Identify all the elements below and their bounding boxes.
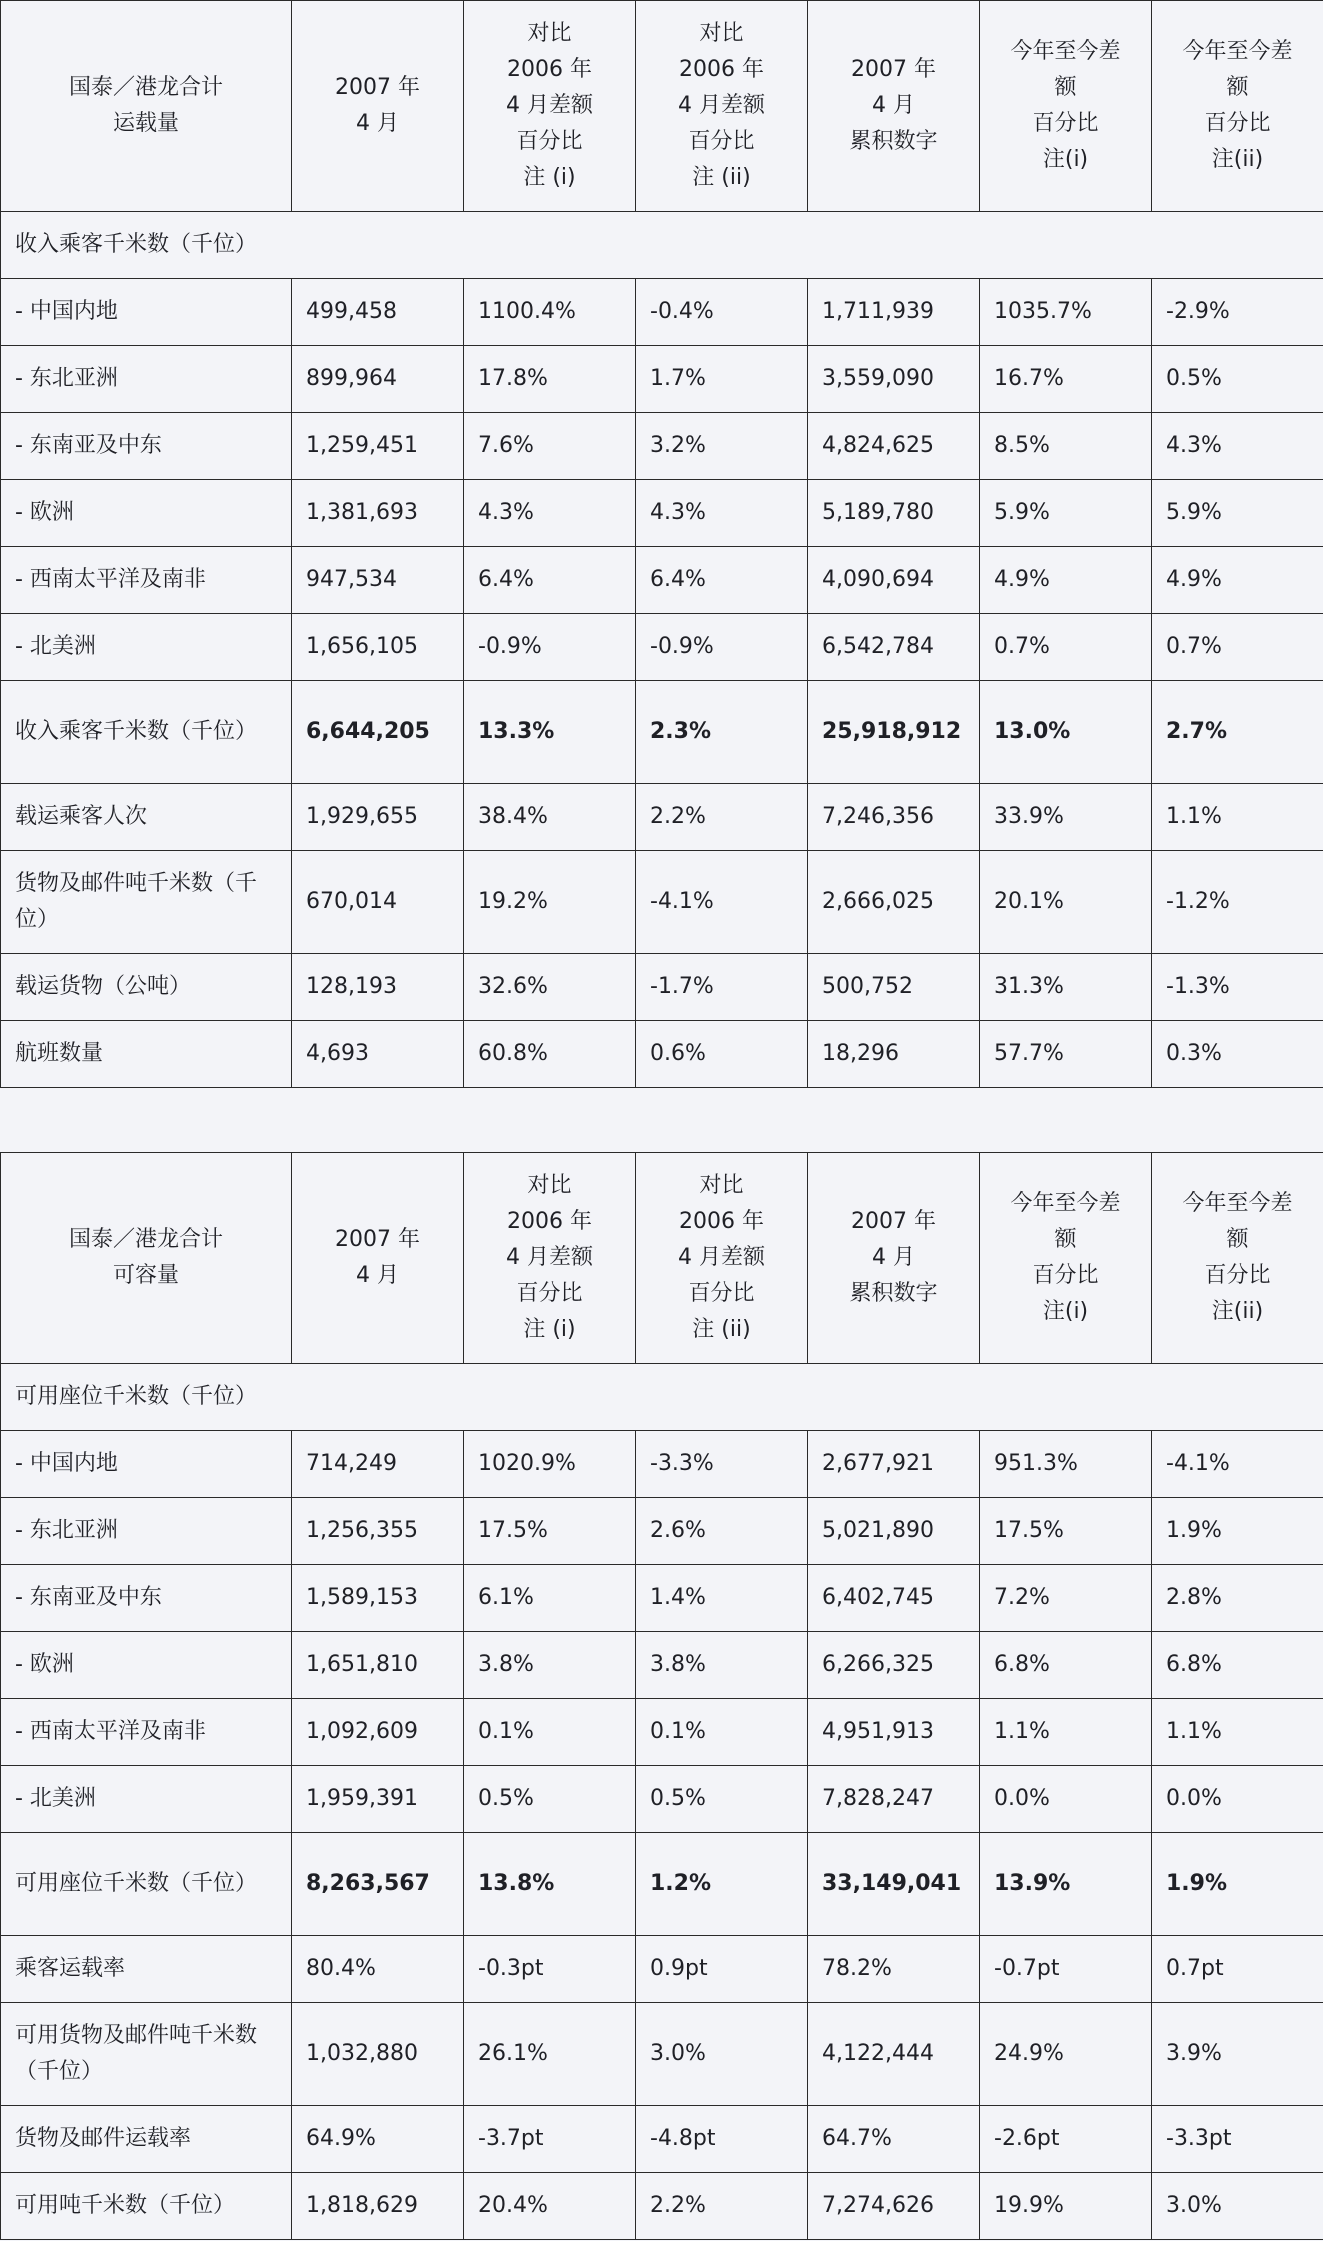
column-header-line: 注 (ii): [692, 1317, 751, 1342]
table-row: [1, 954, 1323, 1021]
row-label: - 西南太平洋及南非: [1, 547, 292, 614]
table-cell: 6,644,205: [292, 681, 464, 784]
column-header-line: 2007 年: [851, 1209, 936, 1234]
table-cell: 20.1%: [980, 851, 1152, 954]
column-header-line: 2007 年: [335, 1227, 420, 1252]
column-header-line: 注(i): [1042, 147, 1089, 172]
column-header-line: 百分比: [688, 1281, 755, 1306]
table-cell: 0.1%: [464, 1699, 636, 1766]
row-label: - 北美洲: [1, 1766, 292, 1833]
table-cell: 1.9%: [1152, 1498, 1323, 1565]
table-row: [1, 413, 1323, 480]
table-cell: 5.9%: [980, 480, 1152, 547]
table-cell: 1,032,880: [292, 2003, 464, 2106]
column-header: [1152, 1, 1323, 212]
table-cell: -0.9%: [464, 614, 636, 681]
column-header: [636, 1153, 808, 1364]
column-header-line: 4 月: [872, 93, 915, 118]
table-cell: 13.0%: [980, 681, 1152, 784]
column-header-line: 百分比: [688, 129, 755, 154]
column-header-line: 可容量: [112, 1263, 179, 1288]
table-cell: 499,458: [292, 279, 464, 346]
column-header-line: 对比: [699, 1173, 744, 1198]
table-cell: 3.2%: [636, 413, 808, 480]
table-cell: 17.5%: [464, 1498, 636, 1565]
column-header-line: 4 月: [356, 1263, 399, 1288]
column-header: [980, 1153, 1152, 1364]
table-cell: 0.9pt: [636, 1936, 808, 2003]
table-cell: 7.6%: [464, 413, 636, 480]
table-cell: 13.8%: [464, 1833, 636, 1936]
row-label: - 东北亚洲: [1, 346, 292, 413]
traffic-table: [0, 0, 1323, 1088]
table-cell: 0.7%: [980, 614, 1152, 681]
column-header-line: 百分比: [1204, 111, 1271, 136]
column-header-line: 今年至今差: [1182, 1191, 1293, 1216]
table-row: [1, 279, 1323, 346]
column-header-line: 今年至今差: [1182, 39, 1293, 64]
table-cell: 32.6%: [464, 954, 636, 1021]
table-cell: 670,014: [292, 851, 464, 954]
table-row: [1, 851, 1323, 954]
table-row: [1, 2173, 1323, 2240]
table-cell: 0.0%: [980, 1766, 1152, 1833]
table-cell: 0.5%: [464, 1766, 636, 1833]
table-cell: 1,589,153: [292, 1565, 464, 1632]
table-cell: 1,651,810: [292, 1632, 464, 1699]
section-label: 收入乘客千米数（千位）: [1, 212, 1323, 279]
table-cell: 1,656,105: [292, 614, 464, 681]
table-cell: -2.9%: [1152, 279, 1323, 346]
row-label: 收入乘客千米数（千位）: [1, 681, 292, 784]
column-header-line: 4 月差额: [506, 93, 593, 118]
table-cell: -4.1%: [1152, 1431, 1323, 1498]
table-cell: 1.4%: [636, 1565, 808, 1632]
table-cell: 19.9%: [980, 2173, 1152, 2240]
table-cell: 8,263,567: [292, 1833, 464, 1936]
table-cell: 4,824,625: [808, 413, 980, 480]
table-cell: 2.8%: [1152, 1565, 1323, 1632]
total-row: [1, 1833, 1323, 1936]
table-cell: 1,259,451: [292, 413, 464, 480]
column-header-line: 百分比: [1032, 111, 1099, 136]
table-cell: 7,828,247: [808, 1766, 980, 1833]
total-row: [1, 681, 1323, 784]
table-cell: 6,542,784: [808, 614, 980, 681]
table-cell: 1035.7%: [980, 279, 1152, 346]
table-cell: 1,818,629: [292, 2173, 464, 2240]
column-header-line: 累积数字: [849, 1281, 938, 1306]
table-row: [1, 1021, 1323, 1088]
table-cell: 1.1%: [1152, 1699, 1323, 1766]
column-header-line: 4 月差额: [678, 93, 765, 118]
column-header-line: 4 月差额: [506, 1245, 593, 1270]
table-cell: 1.7%: [636, 346, 808, 413]
table-cell: 4,951,913: [808, 1699, 980, 1766]
column-header-line: 注(i): [1042, 1299, 1089, 1324]
table-cell: 2,666,025: [808, 851, 980, 954]
column-header: [636, 1, 808, 212]
column-header-line: 2007 年: [335, 75, 420, 100]
row-label: - 中国内地: [1, 1431, 292, 1498]
row-label: - 欧洲: [1, 1632, 292, 1699]
table-cell: 5.9%: [1152, 480, 1323, 547]
table-row: [1, 784, 1323, 851]
table-cell: 2.2%: [636, 784, 808, 851]
table-cell: 13.3%: [464, 681, 636, 784]
table-cell: 17.5%: [980, 1498, 1152, 1565]
column-header-line: 运载量: [112, 111, 179, 136]
column-header-line: 注 (i): [523, 1317, 576, 1342]
column-header-line: 额: [1054, 75, 1077, 100]
table-row: [1, 480, 1323, 547]
table-cell: -1.3%: [1152, 954, 1323, 1021]
table-cell: 1.1%: [1152, 784, 1323, 851]
row-label: - 西南太平洋及南非: [1, 1699, 292, 1766]
section-label: 可用座位千米数（千位）: [1, 1364, 1323, 1431]
table-cell: 26.1%: [464, 2003, 636, 2106]
table-cell: 4.3%: [1152, 413, 1323, 480]
column-header-line: 注(ii): [1211, 1299, 1264, 1324]
table-cell: 6.1%: [464, 1565, 636, 1632]
table-row: [1, 1565, 1323, 1632]
column-header-line: 4 月: [356, 111, 399, 136]
table-row: [1, 1936, 1323, 2003]
column-header-line: 额: [1226, 75, 1249, 100]
table-cell: -0.7pt: [980, 1936, 1152, 2003]
table-cell: 3.8%: [464, 1632, 636, 1699]
header-row: [1, 1, 1323, 212]
table-row: [1, 1699, 1323, 1766]
table-cell: 0.1%: [636, 1699, 808, 1766]
column-header-line: 百分比: [516, 129, 583, 154]
column-header: [1152, 1153, 1323, 1364]
table-cell: 4.9%: [980, 547, 1152, 614]
row-label: - 东北亚洲: [1, 1498, 292, 1565]
table-cell: 4.3%: [636, 480, 808, 547]
table-cell: 7,246,356: [808, 784, 980, 851]
table-cell: 4,122,444: [808, 2003, 980, 2106]
table-cell: 60.8%: [464, 1021, 636, 1088]
section-row: [1, 212, 1323, 279]
table-cell: -4.1%: [636, 851, 808, 954]
column-header-line: 百分比: [1204, 1263, 1271, 1288]
column-header-line: 2007 年: [851, 57, 936, 82]
table-cell: 2.6%: [636, 1498, 808, 1565]
row-label: - 东南亚及中东: [1, 413, 292, 480]
table-cell: 1,711,939: [808, 279, 980, 346]
table-cell: 1.9%: [1152, 1833, 1323, 1936]
row-label: 载运货物（公吨）: [1, 954, 292, 1021]
table-row: [1, 547, 1323, 614]
column-header: [1, 1153, 292, 1364]
table-row: [1, 1431, 1323, 1498]
column-header: [464, 1153, 636, 1364]
column-header-line: 额: [1054, 1227, 1077, 1252]
table-cell: 1020.9%: [464, 1431, 636, 1498]
row-label: - 东南亚及中东: [1, 1565, 292, 1632]
table-cell: 0.3%: [1152, 1021, 1323, 1088]
table-row: [1, 1498, 1323, 1565]
table-cell: 6.4%: [464, 547, 636, 614]
table-cell: 2.2%: [636, 2173, 808, 2240]
table-cell: 3.9%: [1152, 2003, 1323, 2106]
table-cell: 1,381,693: [292, 480, 464, 547]
table-cell: 4,693: [292, 1021, 464, 1088]
table-cell: 8.5%: [980, 413, 1152, 480]
table-cell: 6,266,325: [808, 1632, 980, 1699]
table-cell: 1,256,355: [292, 1498, 464, 1565]
table-cell: -1.7%: [636, 954, 808, 1021]
table-cell: 33.9%: [980, 784, 1152, 851]
table-cell: 13.9%: [980, 1833, 1152, 1936]
row-label: - 中国内地: [1, 279, 292, 346]
table-cell: -1.2%: [1152, 851, 1323, 954]
column-header-line: 4 月差额: [678, 1245, 765, 1270]
column-header-line: 2006 年: [679, 1209, 764, 1234]
table-cell: 20.4%: [464, 2173, 636, 2240]
table-cell: 64.9%: [292, 2106, 464, 2173]
column-header-line: 对比: [527, 1173, 572, 1198]
table-cell: 57.7%: [980, 1021, 1152, 1088]
column-header-line: 注(ii): [1211, 147, 1264, 172]
column-header-line: 注 (ii): [692, 165, 751, 190]
table-cell: 16.7%: [980, 346, 1152, 413]
column-header-line: 2006 年: [507, 1209, 592, 1234]
column-header-line: 注 (i): [523, 165, 576, 190]
table-cell: 1100.4%: [464, 279, 636, 346]
table-cell: 947,534: [292, 547, 464, 614]
table-row: [1, 614, 1323, 681]
table-cell: 951.3%: [980, 1431, 1152, 1498]
table-cell: 0.7%: [1152, 614, 1323, 681]
header-row: [1, 1153, 1323, 1364]
column-header: [808, 1, 980, 212]
table-cell: 17.8%: [464, 346, 636, 413]
table-cell: 3,559,090: [808, 346, 980, 413]
table-row: [1, 1632, 1323, 1699]
column-header-line: 2006 年: [679, 57, 764, 82]
table-cell: 714,249: [292, 1431, 464, 1498]
column-header-line: 2006 年: [507, 57, 592, 82]
table-cell: -4.8pt: [636, 2106, 808, 2173]
table-cell: 7,274,626: [808, 2173, 980, 2240]
table-cell: 6.4%: [636, 547, 808, 614]
table-cell: 64.7%: [808, 2106, 980, 2173]
table-cell: 2.7%: [1152, 681, 1323, 784]
table-cell: -3.7pt: [464, 2106, 636, 2173]
column-header-line: 百分比: [516, 1281, 583, 1306]
column-header-line: 对比: [527, 21, 572, 46]
row-label: 货物及邮件吨千米数（千位）: [1, 851, 292, 954]
table-cell: 6,402,745: [808, 1565, 980, 1632]
table-cell: 1,929,655: [292, 784, 464, 851]
table-row: [1, 2106, 1323, 2173]
table-cell: 33,149,041: [808, 1833, 980, 1936]
table-cell: 4,090,694: [808, 547, 980, 614]
column-header-line: 对比: [699, 21, 744, 46]
table-cell: 2,677,921: [808, 1431, 980, 1498]
table-cell: -3.3%: [636, 1431, 808, 1498]
table-cell: 899,964: [292, 346, 464, 413]
table-cell: 3.0%: [636, 2003, 808, 2106]
table-row: [1, 346, 1323, 413]
column-header-line: 4 月: [872, 1245, 915, 1270]
table-cell: 0.7pt: [1152, 1936, 1323, 2003]
table-row: [1, 2003, 1323, 2106]
column-header-line: 国泰／港龙合计: [68, 75, 223, 100]
table-cell: -0.9%: [636, 614, 808, 681]
table-cell: 7.2%: [980, 1565, 1152, 1632]
column-header-line: 今年至今差: [1010, 1191, 1121, 1216]
row-label: 可用货物及邮件吨千米数（千位）: [1, 2003, 292, 2106]
table-cell: 31.3%: [980, 954, 1152, 1021]
table-cell: 1.2%: [636, 1833, 808, 1936]
table-cell: -2.6pt: [980, 2106, 1152, 2173]
table-cell: 128,193: [292, 954, 464, 1021]
column-header: [292, 1, 464, 212]
column-header: [980, 1, 1152, 212]
table-cell: 0.0%: [1152, 1766, 1323, 1833]
table-cell: 2.3%: [636, 681, 808, 784]
column-header-line: 百分比: [1032, 1263, 1099, 1288]
table-cell: 78.2%: [808, 1936, 980, 2003]
column-header: [808, 1153, 980, 1364]
table-cell: 0.5%: [636, 1766, 808, 1833]
table-cell: 3.0%: [1152, 2173, 1323, 2240]
table-cell: 3.8%: [636, 1632, 808, 1699]
row-label: 载运乘客人次: [1, 784, 292, 851]
capacity-table: [0, 1152, 1323, 2240]
table-cell: -0.3pt: [464, 1936, 636, 2003]
table-cell: 80.4%: [292, 1936, 464, 2003]
table-cell: 1,092,609: [292, 1699, 464, 1766]
column-header-line: 今年至今差: [1010, 39, 1121, 64]
table-cell: 18,296: [808, 1021, 980, 1088]
section-row: [1, 1364, 1323, 1431]
table-cell: 25,918,912: [808, 681, 980, 784]
table-cell: 24.9%: [980, 2003, 1152, 2106]
table-cell: 6.8%: [1152, 1632, 1323, 1699]
table-cell: -0.4%: [636, 279, 808, 346]
column-header-line: 额: [1226, 1227, 1249, 1252]
table-cell: 0.6%: [636, 1021, 808, 1088]
row-label: 航班数量: [1, 1021, 292, 1088]
table-cell: 4.9%: [1152, 547, 1323, 614]
row-label: - 北美洲: [1, 614, 292, 681]
column-header: [1, 1, 292, 212]
table-cell: 19.2%: [464, 851, 636, 954]
table-row: [1, 1766, 1323, 1833]
table-cell: 6.8%: [980, 1632, 1152, 1699]
row-label: 乘客运载率: [1, 1936, 292, 2003]
table-cell: 1.1%: [980, 1699, 1152, 1766]
row-label: - 欧洲: [1, 480, 292, 547]
table-cell: 5,021,890: [808, 1498, 980, 1565]
table-cell: 5,189,780: [808, 480, 980, 547]
row-label: 货物及邮件运载率: [1, 2106, 292, 2173]
column-header-line: 累积数字: [849, 129, 938, 154]
table-cell: 4.3%: [464, 480, 636, 547]
row-label: 可用吨千米数（千位）: [1, 2173, 292, 2240]
column-header: [464, 1, 636, 212]
column-header-line: 国泰／港龙合计: [68, 1227, 223, 1252]
table-cell: 1,959,391: [292, 1766, 464, 1833]
table-cell: -3.3pt: [1152, 2106, 1323, 2173]
column-header: [292, 1153, 464, 1364]
table-cell: 500,752: [808, 954, 980, 1021]
table-cell: 0.5%: [1152, 346, 1323, 413]
table-cell: 38.4%: [464, 784, 636, 851]
row-label: 可用座位千米数（千位）: [1, 1833, 292, 1936]
